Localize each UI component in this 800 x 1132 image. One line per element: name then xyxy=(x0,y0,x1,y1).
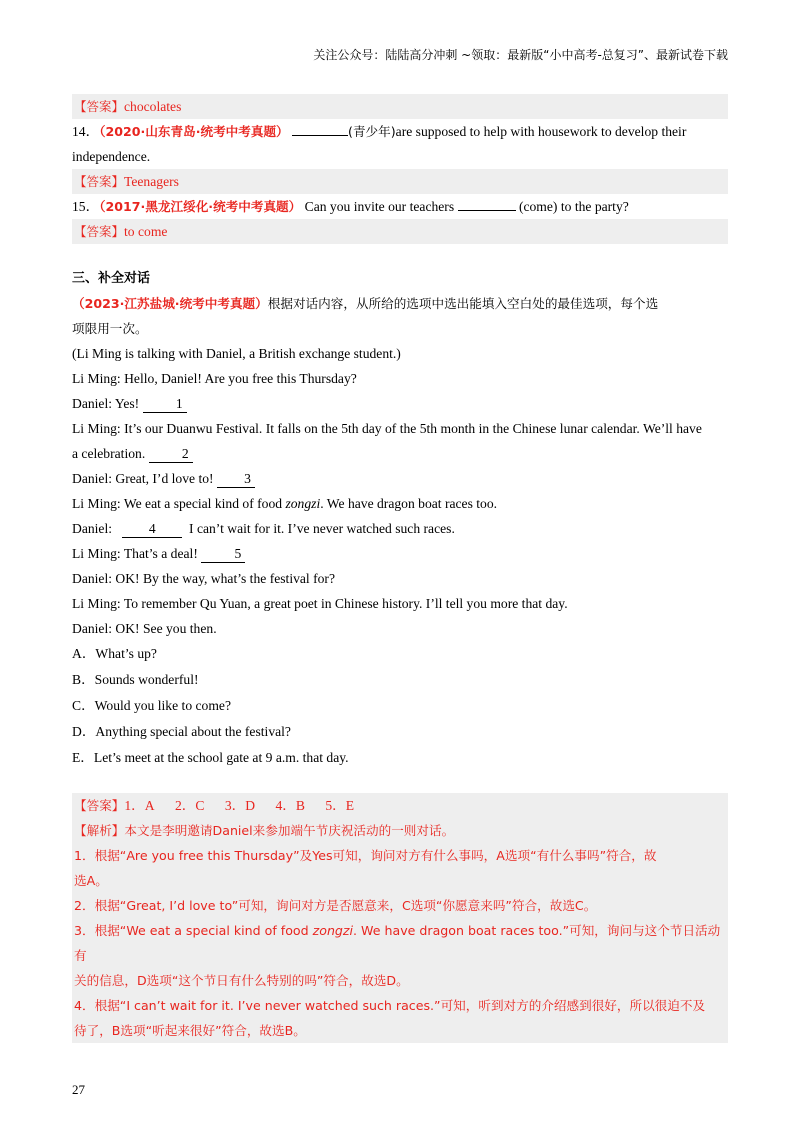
answer-analysis-box: 【答案】1．A 2．C 3．D 4．B 5．E 【解析】本文是李明邀请Daniel来参加端午节庆祝活动的一则对话。 1．根据“Are you free this Thursday”及Yes可知，询问对方有什么事吗，A选项“有什么事吗”符合，故 选A。 2．根据“Great, I’d love to”可知，询问对方是否愿意来，C选项“你愿意来吗”符合，故选C。 3．根据“We eat a special kind of food zongzi. We have dragon boat races too.”可知，询问与这个节日活动有 关的信息，D选项“这个节日有什么特别的吗”符合，故选D。 4．根据“I can’t wait for it. I’ve never watched such races.”可知，听到对方的介绍感到很好，所以很迫不及 待了，B选项“听起来很好”符合，故选B。 xyxy=(72,793,728,1043)
page-header: 关注公众号：陆陆高分冲刺 ~领取：最新版“小中高考-总复习”、最新试卷下载 xyxy=(313,48,728,62)
answer-box-q14: 【答案】Teenagers xyxy=(72,169,728,194)
answer-line: 【答案】1．A 2．C 3．D 4．B 5．E xyxy=(74,798,355,813)
options-list xyxy=(72,641,728,771)
blank-5: 5 xyxy=(201,546,245,563)
option-c: C．Would you like to come? xyxy=(72,698,231,713)
blank-2: 2 xyxy=(149,446,193,463)
answer-box-q13 xyxy=(72,94,728,119)
answer-tag: 【答案】 xyxy=(74,99,125,114)
question-source: （2017·黑龙江绥化·统考中考真题） xyxy=(99,199,302,214)
question-15: 15．（2017·黑龙江绥化·统考中考真题） Can you invite our teachers (come) to the party? xyxy=(72,194,728,219)
option-d: D．Anything special about the festival? xyxy=(72,724,291,739)
dialog: (Li Ming is talking with Daniel, a British exchange student.) Li Ming: Hello, Daniel! Are you free this Thursday? Daniel: Yes! 1 Li Ming: It’s our Duanwu Festival. It falls on the 5th day of the 5th month in the Chinese lunar calendar. We’ll have a celebration. 2 Daniel: Great, I’d love to! 3 Li Ming: We eat a special kind of food zongzi. We have dragon boat races too. Daniel: 4 I can’t wait for it. I’ve never watched such races. Li Ming: That’s a deal! 5 Daniel: OK! By the way, what’s the festival for? Li Ming: To remember Qu Yuan, a great poet in Chinese history. I’ll tell you more that day. Daniel: OK! See you then. xyxy=(72,346,702,636)
answer-blank xyxy=(458,196,516,211)
option-b: B．Sounds wonderful! xyxy=(72,672,199,687)
option-a: A．What’s up? xyxy=(72,646,157,661)
section-instructions: （2023·江苏盐城·统考中考真题）根据对话内容，从所给的选项中选出能填入空白处的最佳选项，每个选 项限用一次。 xyxy=(72,296,659,336)
question-14: 14．（2020·山东青岛·统考中考真题） (青少年)are supposed to help with housework to develop their independence. xyxy=(72,119,728,169)
option-e: E．Let’s meet at the school gate at 9 a.m. that day. xyxy=(72,750,349,765)
analysis-summary: 【解析】本文是李明邀请Daniel来参加端午节庆祝活动的一则对话。 xyxy=(74,823,455,838)
answer-box-q15: 【答案】to come xyxy=(72,219,728,244)
answer-text: chocolates xyxy=(124,99,182,114)
question-source: （2020·山东青岛·统考中考真题） xyxy=(99,124,289,139)
page-number: 27 xyxy=(72,1082,85,1097)
page-content xyxy=(72,94,728,1043)
answer-blank xyxy=(292,121,348,136)
blank-3: 3 xyxy=(217,471,255,488)
blank-4: 4 xyxy=(122,521,182,538)
section-title: 三、补全对话 xyxy=(72,271,151,286)
blank-1: 1 xyxy=(143,396,187,413)
